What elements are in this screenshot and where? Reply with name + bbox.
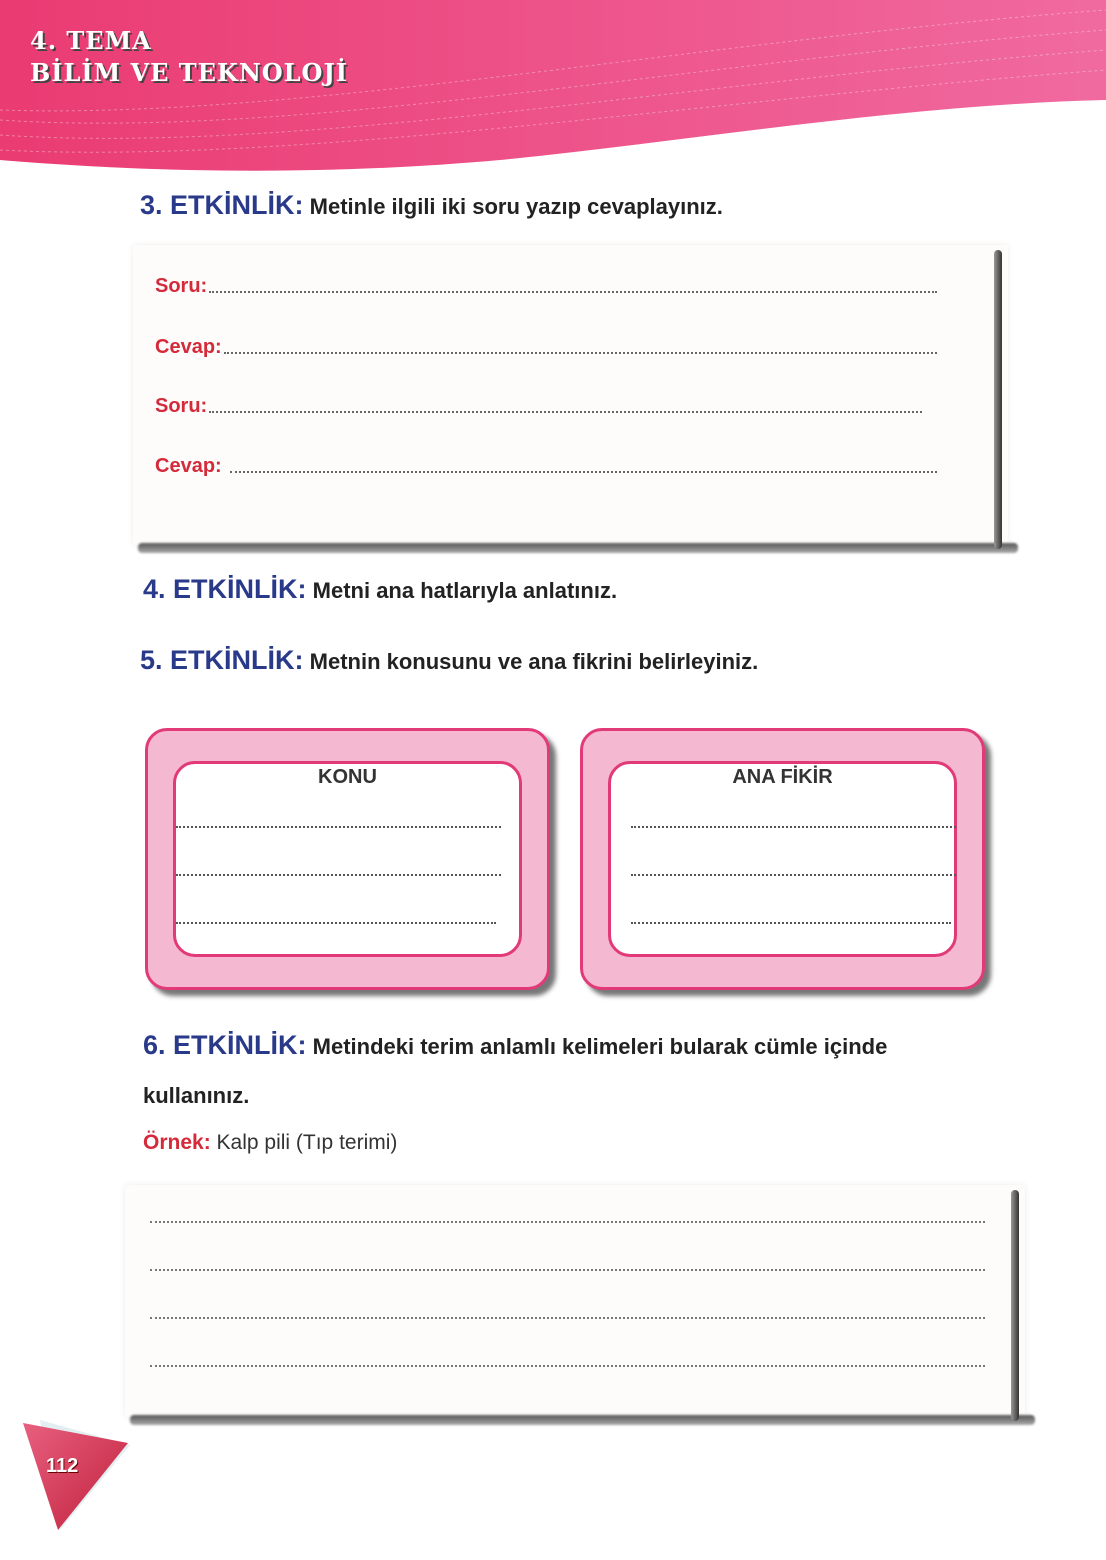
activity-3-heading: 3. ETKİNLİK: Metinle ilgili iki soru yazıp cevaplayınız.: [140, 190, 723, 220]
main-idea-field[interactable]: [608, 761, 957, 957]
activity-6-heading-cont: kullanınız.: [143, 1083, 250, 1108]
question-field-1[interactable]: Soru:: [155, 275, 937, 298]
activity-4-heading: 4. ETKİNLİK: Metni ana hatlarıyla anlatınız.: [143, 574, 618, 604]
topic-box: [145, 728, 550, 990]
activity-5-heading: 5. ETKİNLİK: Metnin konusunu ve ana fikrini belirleyiniz.: [140, 645, 759, 675]
main-idea-title: ANA FİKİR: [732, 766, 833, 788]
theme-number: 4. TEMA: [30, 26, 152, 55]
question-field-2[interactable]: Soru:: [155, 395, 922, 418]
main-idea-box: [580, 728, 985, 990]
activity-3-answer-box: [133, 245, 1008, 545]
header-banner: [0, 0, 1106, 180]
theme-title: BİLİM VE TEKNOLOJİ: [30, 58, 349, 87]
answer-field-1[interactable]: Cevap:: [155, 336, 937, 359]
activity-6-answer-box[interactable]: [125, 1185, 1025, 1417]
example: Örnek: Kalp pili (Tıp terimi): [143, 1131, 398, 1154]
page-number: 112: [46, 1455, 79, 1477]
topic-title: KONU: [318, 766, 377, 788]
answer-field-2[interactable]: Cevap:: [155, 455, 937, 478]
topic-field[interactable]: [173, 761, 522, 957]
activity-6-heading: 6. ETKİNLİK: Metindeki terim anlamlı kelimeleri bularak cümle içinde: [143, 1030, 888, 1060]
